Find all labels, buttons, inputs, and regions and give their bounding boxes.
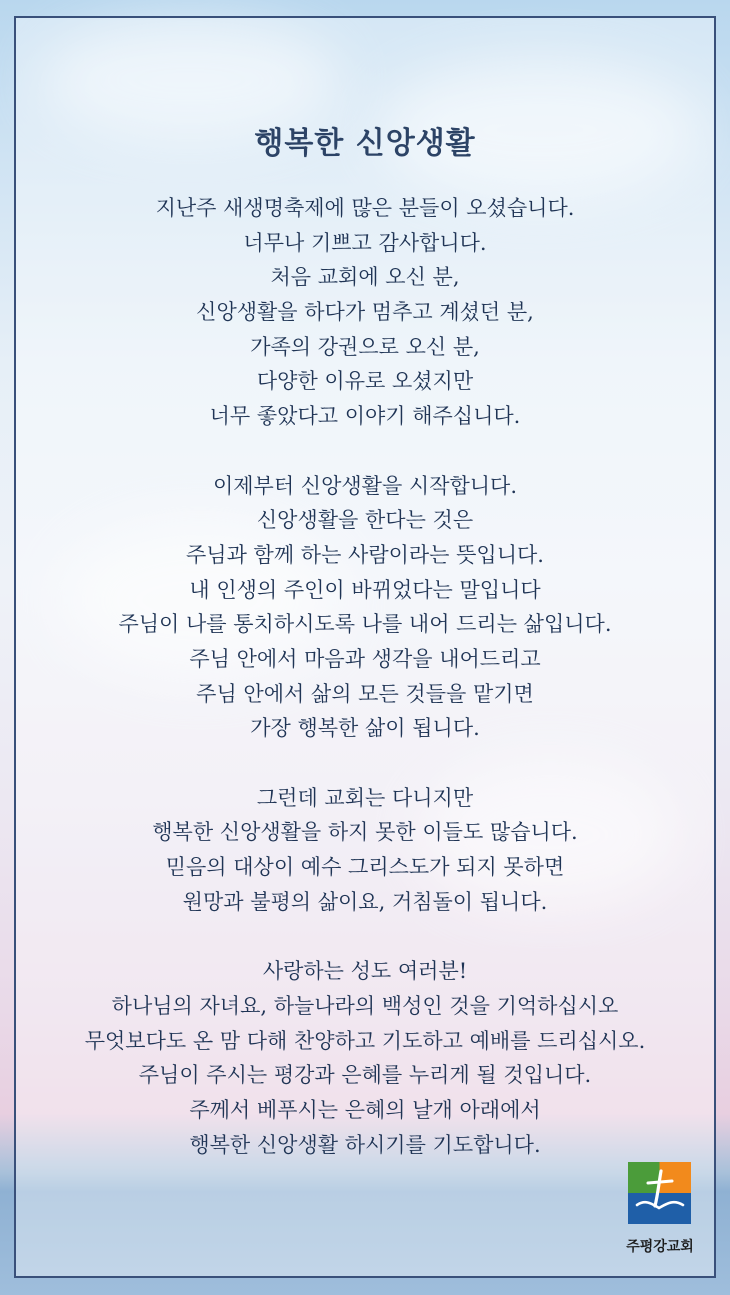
text-line: 믿음의 대상이 예수 그리스도가 되지 못하면 [165, 855, 565, 880]
paragraph [36, 469, 694, 747]
text-line: 하나님의 자녀요, 하늘나라의 백성인 것을 기억하십시오 [111, 993, 619, 1018]
text-line: 사랑하는 성도 여러분! [262, 959, 468, 984]
text-line: 지난주 새생명축제에 많은 분들이 오셨습니다. [155, 196, 575, 220]
text-line: 가장 행복한 삶이 됩니다. [250, 716, 480, 741]
text-line: 신앙생활을 하다가 멈추고 계셨던 분, [196, 300, 534, 325]
church-logo-icon [628, 1162, 691, 1224]
paragraph-gap [36, 919, 694, 954]
text-line: 가족의 강권으로 오신 분, [250, 334, 480, 359]
text-line: 주님 안에서 마음과 생각을 내어드리고 [189, 646, 541, 671]
text-line: 너무나 기쁘고 감사합니다. [243, 230, 487, 255]
text-line: 주님이 나를 통치하시도록 나를 내어 드리는 삶입니다. [118, 612, 612, 637]
text-line: 행복한 신앙생활 하시기를 기도합니다. [189, 1132, 541, 1157]
text-line: 그런데 교회는 다니지만 [256, 785, 474, 810]
logo-orange-block [660, 1162, 692, 1193]
paragraph-gap [36, 434, 694, 469]
paragraph [36, 191, 694, 434]
church-name: 주평강교회 [626, 1239, 694, 1255]
text-line: 이제부터 신앙생활을 시작합니다. [212, 473, 518, 498]
message-body [36, 191, 694, 1162]
text-line: 주님 안에서 삶의 모든 것들을 맡기면 [196, 681, 534, 706]
logo-cross-horizontal [648, 1181, 672, 1183]
text-line: 무엇보다도 온 맘 다해 찬양하고 기도하고 예배를 드리십시오. [84, 1028, 646, 1053]
paragraph [36, 954, 694, 1162]
text-line: 원망과 불평의 삶이요, 거침돌이 됩니다. [182, 889, 548, 914]
logo-green-block [628, 1162, 660, 1193]
text-line: 내 인생의 주인이 바뀌었다는 말입니다 [189, 577, 541, 602]
text-line: 너무 좋았다고 이야기 해주십니다. [209, 404, 521, 429]
text-line: 처음 교회에 오신 분, [270, 265, 460, 290]
text-line: 행복한 신앙생활을 하지 못한 이들도 많습니다. [152, 820, 578, 845]
page-title: 행복한 신앙생활 [254, 126, 476, 161]
text-line: 신앙생활을 한다는 것은 [256, 508, 474, 533]
text-line: 주님과 함께 하는 사람이라는 뜻입니다. [186, 542, 544, 567]
paragraph-gap [36, 746, 694, 781]
text-line: 주께서 베푸시는 은혜의 날개 아래에서 [189, 1097, 541, 1122]
text-line: 주님이 주시는 평강과 은혜를 누리게 될 것입니다. [138, 1063, 592, 1088]
content-frame [14, 16, 716, 1278]
text-line: 다양한 이유로 오셨지만 [256, 369, 474, 394]
paragraph [36, 781, 694, 920]
